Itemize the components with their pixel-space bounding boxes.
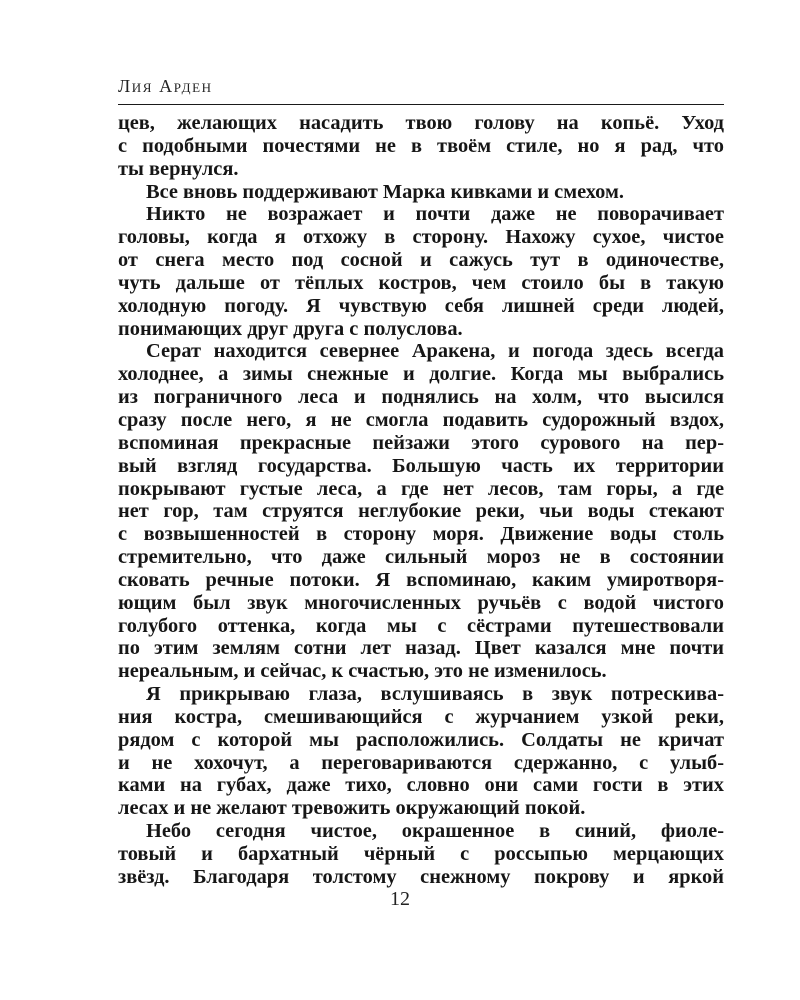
text-line: вый взгляд государства. Большую часть их территории — [118, 454, 724, 477]
text-line: сразу после него, я не смогла подавить судорожный вздох, — [118, 408, 724, 431]
header-rule — [118, 104, 724, 105]
page-number: 12 — [390, 888, 410, 910]
text-line: рядом с которой мы расположились. Солдаты не кричат — [118, 728, 724, 751]
text-line: головы, когда я отхожу в сторону. Нахожу сухое, чистое — [118, 226, 724, 249]
text-line: цев, желающих насадить твою голову на копьё. Уход — [118, 112, 724, 134]
text-line: с возвышенностей в сторону моря. Движение воды столь — [118, 523, 724, 546]
text-line: понимающих друг друга с полуслова. — [118, 317, 463, 340]
text-line: Все вновь поддерживают Марка кивками и смехом. — [146, 180, 624, 203]
body-text — [118, 112, 724, 889]
text-line: и не хохочут, а переговариваются сдержанно, с улыб- — [118, 751, 724, 774]
text-line: товый и бархатный чёрный с россыпью мерцающих — [118, 843, 724, 865]
text-line: вспоминая прекрасные пейзажи этого сурового на пер- — [118, 431, 724, 454]
text-line: Я прикрываю глаза, вслушиваясь в звук потрескива- — [146, 683, 724, 706]
text-line: от снега место под сосной и сажусь тут в одиночестве, — [118, 249, 724, 272]
text-line: по этим землям сотни лет назад. Цвет казался мне почти — [118, 637, 724, 660]
text-line: звёзд. Благодаря толстому снежному покрову и яркой — [118, 865, 724, 888]
text-line: лесах и не желают тревожить окружающий покой. — [118, 797, 586, 820]
text-line: ты вернулся. — [118, 157, 239, 180]
text-line: голубого оттенка, когда мы с сёстрами путешествовали — [118, 614, 724, 637]
text-line: из пограничного леса и поднялись на холм, что высился — [118, 386, 724, 409]
text-line: Серат находится севернее Аракена, и погода здесь всегда — [146, 340, 724, 363]
text-line: нереальным, и сейчас, к счастью, это не изменилось. — [118, 660, 607, 683]
text-line: Никто не возражает и почти даже не поворачивает — [146, 203, 724, 226]
text-line: ками на губах, даже тихо, словно они сами гости в этих — [118, 774, 724, 797]
text-line: Небо сегодня чистое, окрашенное в синий, фиоле- — [146, 820, 724, 843]
text-line: с подобными почестями не в твоём стиле, но я рад, что — [118, 134, 724, 157]
text-line: нет гор, там струятся неглубокие реки, чьи воды стекают — [118, 500, 724, 523]
text-line: холодную погоду. Я чувствую себя лишней среди людей, — [118, 294, 724, 317]
text-line: стремительно, что даже сильный мороз не в состоянии — [118, 546, 724, 569]
text-line: ния костра, смешивающийся с журчанием узкой реки, — [118, 705, 724, 728]
text-line: ющим был звук многочисленных ручьёв с водой чистого — [118, 591, 724, 614]
text-line: сковать речные потоки. Я вспоминаю, каким умиротворя- — [118, 568, 724, 591]
text-line: покрывают густые леса, а где нет лесов, там горы, а где — [118, 477, 724, 500]
text-line: чуть дальше от тёплых костров, чем стоило бы в такую — [118, 271, 724, 294]
running-head: Лия Арден — [118, 76, 213, 96]
text-line: холоднее, а зимы снежные и долгие. Когда мы выбрались — [118, 363, 724, 386]
